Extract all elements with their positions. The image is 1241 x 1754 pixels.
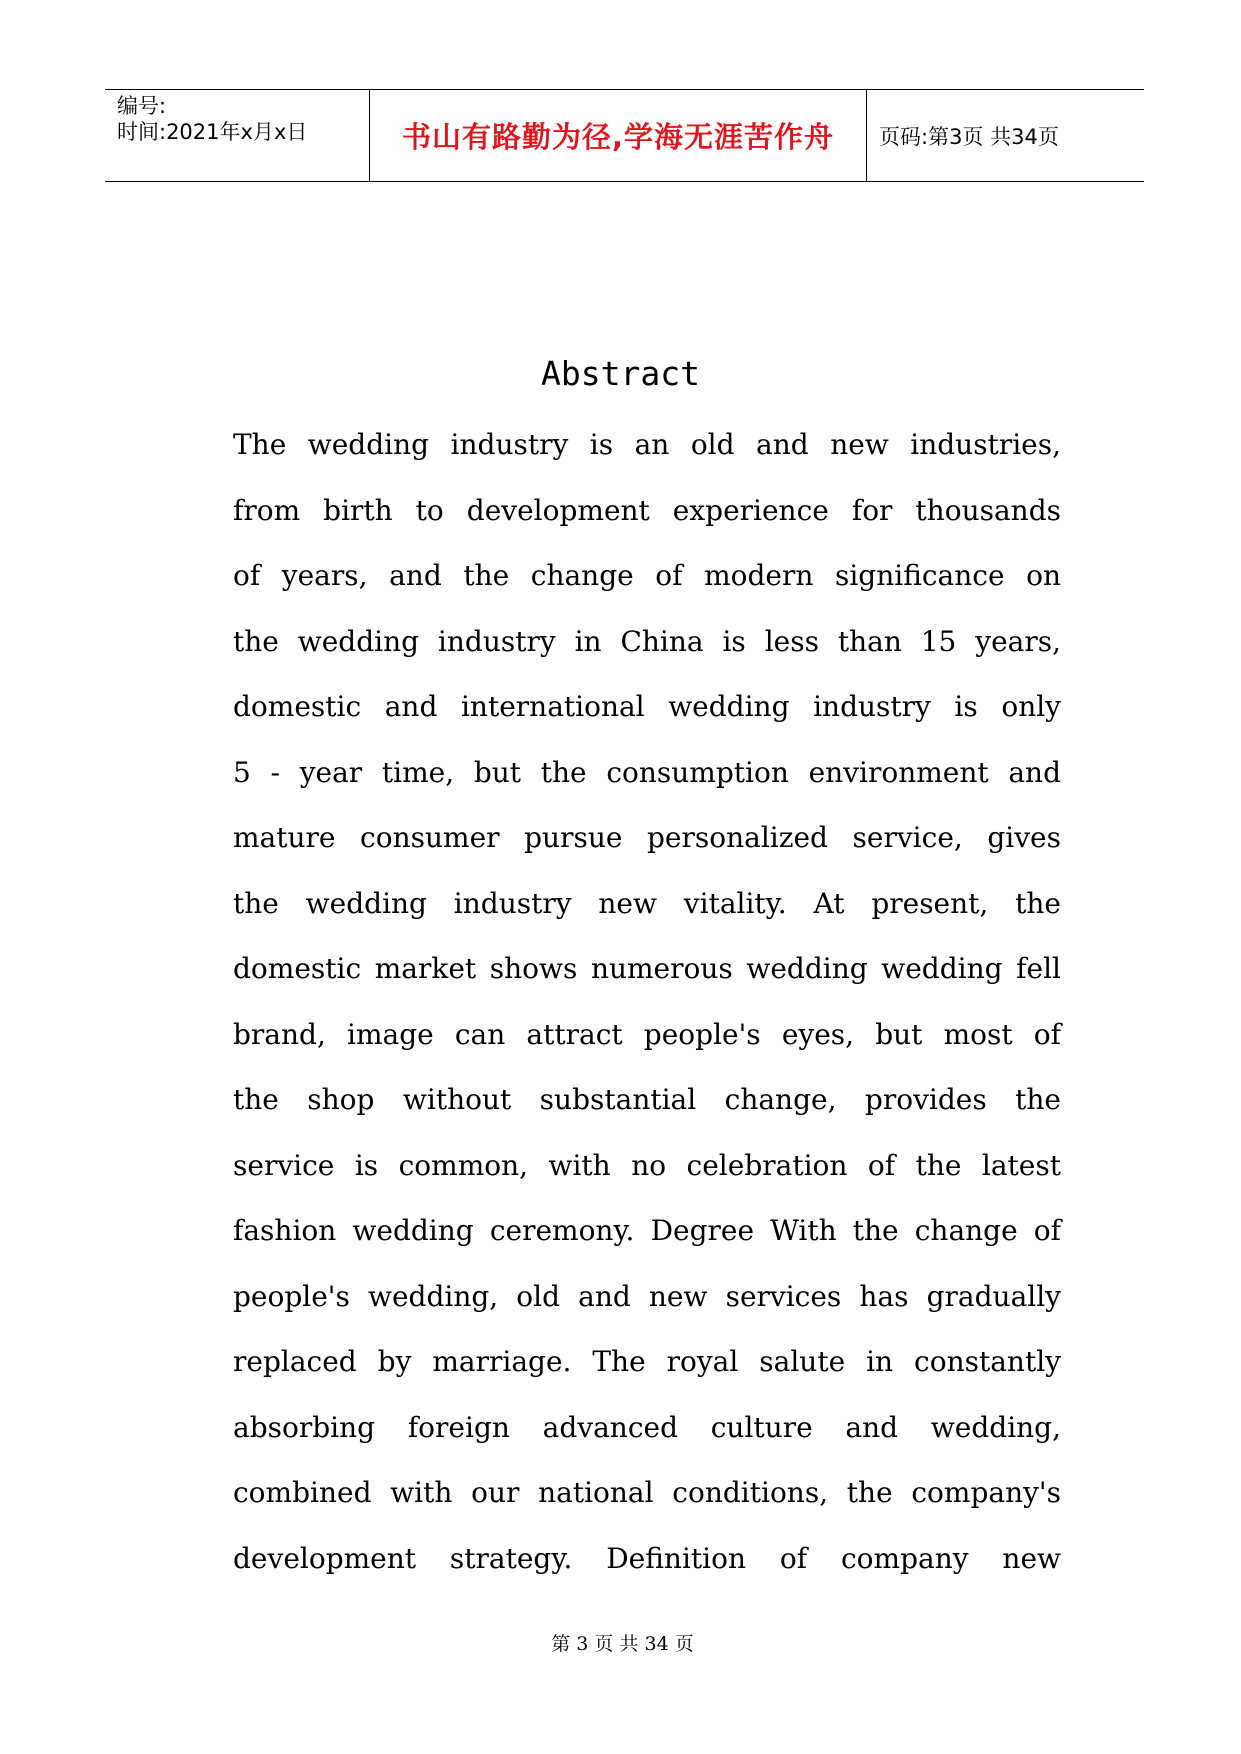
header-left-cell (105, 90, 369, 181)
abstract-title: Abstract (541, 354, 700, 393)
body-line: the wedding industry new vitality. At present, the (233, 886, 1061, 920)
body-line: service is common, with no celebration of the latest (233, 1148, 1061, 1182)
header-middle-cell (369, 90, 867, 181)
body-line: development strategy. Definition of company new (233, 1541, 1061, 1575)
body-line: people's wedding, old and new services has gradually (233, 1279, 1061, 1313)
document-time-label: 时间:2021年x月x日 (117, 120, 308, 144)
header-right-cell (867, 90, 1144, 181)
body-line: The wedding industry is an old and new industries, (233, 428, 1061, 461)
abstract-body (233, 412, 1061, 1591)
body-line: 5 - year time, but the consumption environment and (233, 755, 1061, 789)
header-table (105, 89, 1144, 182)
body-line: domestic and international wedding industry is only (233, 690, 1061, 723)
body-line: the shop without substantial change, provides the (233, 1083, 1061, 1116)
body-line: fashion wedding ceremony. Degree With the change of (233, 1214, 1061, 1247)
body-line: combined with our national conditions, the company's (233, 1476, 1061, 1509)
body-line: mature consumer pursue personalized service, gives (233, 821, 1061, 854)
body-line: from birth to development experience for thousands (233, 493, 1061, 527)
page-footer: 第 3 页 共 34 页 (551, 1633, 694, 1655)
body-line: brand, image can attract people's eyes, but most of (233, 1017, 1061, 1051)
document-number-label: 编号: (117, 94, 167, 118)
header-motto: 书山有路勤为径,学海无涯苦作舟 (401, 120, 835, 154)
header-page-info: 页码:第3页 共34页 (879, 124, 1059, 149)
body-line: replaced by marriage. The royal salute in constantly (233, 1345, 1061, 1378)
body-line: of years, and the change of modern significance on (233, 559, 1061, 592)
body-line: domestic market shows numerous wedding wedding fell (233, 952, 1061, 985)
body-line: absorbing foreign advanced culture and wedding, (233, 1410, 1061, 1444)
body-line: the wedding industry in China is less than 15 years, (233, 624, 1061, 658)
